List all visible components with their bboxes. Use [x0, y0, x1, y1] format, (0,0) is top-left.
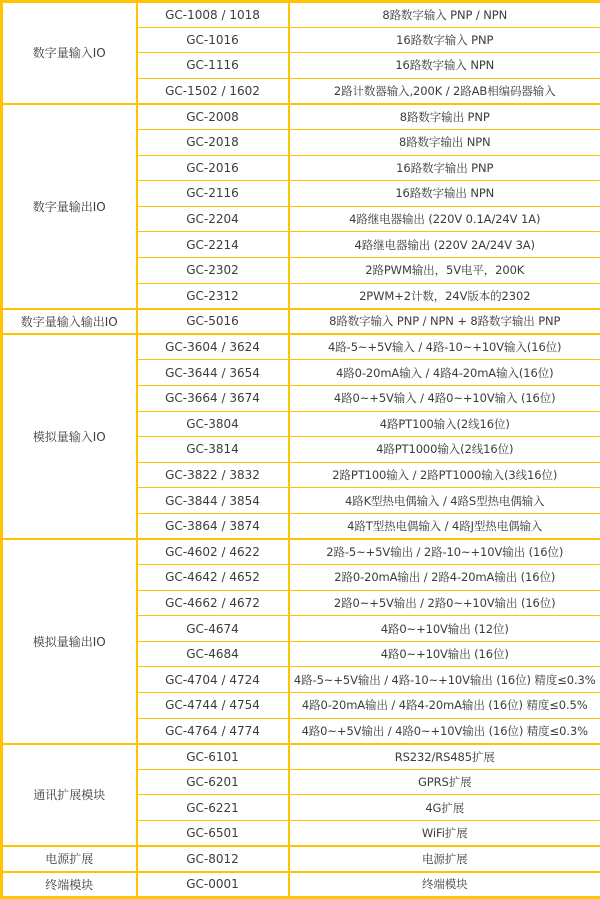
description-cell: 4G扩展	[289, 795, 600, 821]
description-cell: 4路0~+10V输出 (12位)	[289, 616, 600, 642]
description-cell: GPRS扩展	[289, 769, 600, 795]
category-cell-comm-expansion-module: 通讯扩展模块	[2, 744, 137, 846]
model-cell: GC-2204	[137, 206, 289, 232]
table-row	[2, 309, 600, 335]
model-cell: GC-2116	[137, 181, 289, 207]
model-cell: GC-1016	[137, 27, 289, 53]
description-cell: 4路-5~+5V输出 / 4路-10~+10V输出 (16位) 精度≤0.3%	[289, 667, 600, 693]
model-cell: GC-2214	[137, 232, 289, 258]
table-row	[2, 2, 600, 28]
model-cell: GC-2312	[137, 283, 289, 309]
model-cell: GC-2016	[137, 155, 289, 181]
description-cell: 4路0-20mA输出 / 4路4-20mA输出 (16位) 精度≤0.5%	[289, 693, 600, 719]
model-cell: GC-2018	[137, 129, 289, 155]
model-cell: GC-3664 / 3674	[137, 385, 289, 411]
model-cell: GC-3644 / 3654	[137, 360, 289, 386]
description-cell: 4路K型热电偶输入 / 4路S型热电偶输入	[289, 488, 600, 514]
model-cell: GC-3814	[137, 437, 289, 463]
model-cell: GC-4704 / 4724	[137, 667, 289, 693]
description-cell: 4路继电器输出 (220V 0.1A/24V 1A)	[289, 206, 600, 232]
table-row	[2, 872, 600, 898]
model-cell: GC-3844 / 3854	[137, 488, 289, 514]
description-cell: 电源扩展	[289, 846, 600, 872]
description-cell: 4路PT1000输入(2线16位)	[289, 437, 600, 463]
description-cell: 2路0~+5V输出 / 2路0~+10V输出 (16位)	[289, 590, 600, 616]
model-cell: GC-4744 / 4754	[137, 693, 289, 719]
model-cell: GC-8012	[137, 846, 289, 872]
model-cell: GC-4642 / 4652	[137, 565, 289, 591]
model-cell: GC-6221	[137, 795, 289, 821]
table-row	[2, 104, 600, 130]
description-cell: 4路0~+5V输入 / 4路0~+10V输入 (16位)	[289, 385, 600, 411]
description-cell: 8路数字输出 PNP	[289, 104, 600, 130]
model-cell: GC-1116	[137, 53, 289, 79]
category-cell-digital-output-io: 数字量输出IO	[2, 104, 137, 309]
description-cell: 2路PT100输入 / 2路PT1000输入(3线16位)	[289, 462, 600, 488]
table-row	[2, 744, 600, 770]
description-cell: 4路0~+5V输出 / 4路0~+10V输出 (16位) 精度≤0.3%	[289, 718, 600, 744]
model-cell: GC-3804	[137, 411, 289, 437]
description-cell: 8路数字输入 PNP / NPN	[289, 2, 600, 28]
category-cell-analog-input-io: 模拟量输入IO	[2, 334, 137, 539]
model-cell: GC-4602 / 4622	[137, 539, 289, 565]
model-cell: GC-4662 / 4672	[137, 590, 289, 616]
model-cell: GC-3864 / 3874	[137, 513, 289, 539]
description-cell: WiFi扩展	[289, 821, 600, 847]
description-cell: 4路0-20mA输入 / 4路4-20mA输入(16位)	[289, 360, 600, 386]
model-cell: GC-0001	[137, 872, 289, 898]
description-cell: 4路PT100输入(2线16位)	[289, 411, 600, 437]
description-cell: 2路计数器输入,200K / 2路AB相编码器输入	[289, 78, 600, 104]
model-cell: GC-6501	[137, 821, 289, 847]
description-cell: 4路T型热电偶输入 / 4路J型热电偶输入	[289, 513, 600, 539]
model-cell: GC-4764 / 4774	[137, 718, 289, 744]
model-cell: GC-3822 / 3832	[137, 462, 289, 488]
table-row	[2, 846, 600, 872]
description-cell: 4路-5~+5V输入 / 4路-10~+10V输入(16位)	[289, 334, 600, 360]
description-cell: 16路数字输入 NPN	[289, 53, 600, 79]
model-cell: GC-2008	[137, 104, 289, 130]
category-cell-digital-input-output-io: 数字量输入输出IO	[2, 309, 137, 335]
category-cell-analog-output-io: 模拟量输出IO	[2, 539, 137, 744]
category-cell-power-expansion: 电源扩展	[2, 846, 137, 872]
model-cell: GC-4684	[137, 641, 289, 667]
model-cell: GC-6101	[137, 744, 289, 770]
model-cell: GC-1008 / 1018	[137, 2, 289, 28]
description-cell: 16路数字输入 PNP	[289, 27, 600, 53]
model-cell: GC-6201	[137, 769, 289, 795]
model-cell: GC-3604 / 3624	[137, 334, 289, 360]
description-cell: 2PWM+2计数，24V版本的2302	[289, 283, 600, 309]
description-cell: RS232/RS485扩展	[289, 744, 600, 770]
description-cell: 16路数字输出 NPN	[289, 181, 600, 207]
model-cell: GC-4674	[137, 616, 289, 642]
description-cell: 2路PWM输出，5V电平，200K	[289, 257, 600, 283]
description-cell: 4路0~+10V输出 (16位)	[289, 641, 600, 667]
model-cell: GC-1502 / 1602	[137, 78, 289, 104]
category-cell-terminal-module: 终端模块	[2, 872, 137, 898]
product-table-body	[2, 2, 600, 898]
description-cell: 8路数字输出 NPN	[289, 129, 600, 155]
description-cell: 4路继电器输出 (220V 2A/24V 3A)	[289, 232, 600, 258]
table-row	[2, 539, 600, 565]
description-cell: 2路-5~+5V输出 / 2路-10~+10V输出 (16位)	[289, 539, 600, 565]
model-cell: GC-2302	[137, 257, 289, 283]
model-cell: GC-5016	[137, 309, 289, 335]
description-cell: 8路数字输入 PNP / NPN + 8路数字输出 PNP	[289, 309, 600, 335]
description-cell: 2路0-20mA输出 / 2路4-20mA输出 (16位)	[289, 565, 600, 591]
category-cell-digital-input-io: 数字量输入IO	[2, 2, 137, 104]
description-cell: 终端模块	[289, 872, 600, 898]
description-cell: 16路数字输出 PNP	[289, 155, 600, 181]
table-row	[2, 334, 600, 360]
